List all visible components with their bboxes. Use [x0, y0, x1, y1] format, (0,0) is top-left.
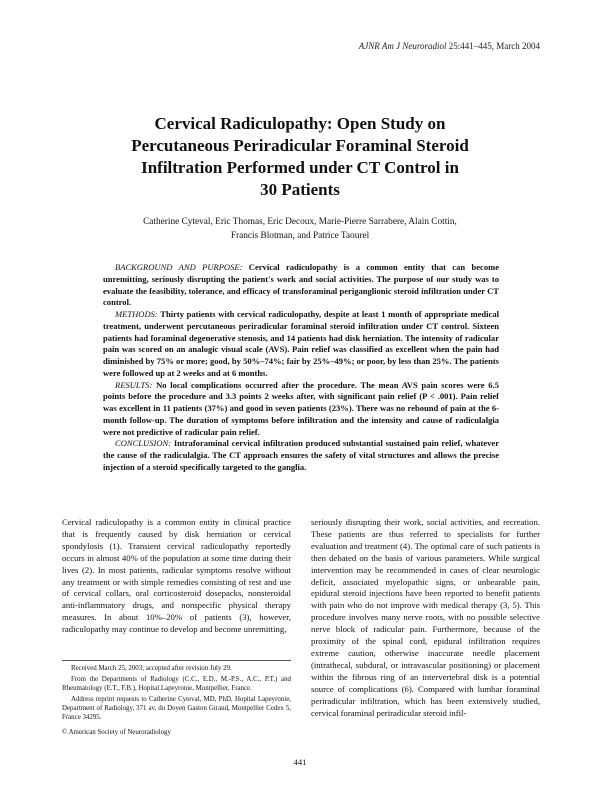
footnotes: [62, 664, 291, 739]
background-label: BACKGROUND AND PURPOSE:: [115, 262, 243, 272]
copyright-note: © American Society of Neuroradiology: [62, 729, 171, 736]
body-paragraph: Cervical radiculopathy is a common entity in clinical practice that is frequently caused by disk herniation or cervical spondylosis (1). Transient cervical radiculopathy reportedly occurs in almost 40% of the population at some time during their lives (2). In most patients, radicular symptoms resolve without any treatment or with simple remedies consisting of rest and use of cervical collars, oral corticosteroid dosepacks, nonsteroidal anti-inflammatory drugs, and nonspecific physical therapy measures. In about 10%–20% of patients (3), however, radiculopathy may continue to develop and become unremitting,: [62, 517, 291, 635]
title-line: Percutaneous Periradicular Foraminal Steroid: [131, 136, 469, 155]
authors-line: Francis Blotman, and Patrice Taourel: [230, 231, 370, 241]
page-number: 441: [293, 757, 307, 767]
journal-citation: 25:441–445, March 2004: [446, 41, 540, 51]
abstract-results: [103, 380, 499, 439]
footnote-divider: [62, 660, 291, 661]
conclusion-label: CONCLUSION:: [115, 438, 172, 449]
abstract-conclusion: [103, 438, 499, 473]
title-line: 30 Patients: [260, 180, 340, 199]
running-head: [359, 41, 540, 51]
journal-name: AJNR Am J Neuroradiol: [358, 41, 447, 51]
affiliation-note: From the Departments of Radiology (C.C., E.D., M.-P.S., A.C., P.T.) and Rheumatology (E.T., F.B.), Hopital Lapeyronie, Montpellier, France.: [62, 676, 291, 692]
received-note: Received March 25, 2003; accepted after revision July 29.: [71, 665, 232, 672]
author-list: [60, 215, 540, 243]
body-column-right: [311, 517, 540, 719]
authors-line: Catherine Cyteval, Eric Thomas, Eric Decoux, Marie-Pierre Sarrabere, Alain Cottin,: [143, 217, 457, 227]
abstract: [103, 262, 499, 474]
results-label: RESULTS:: [115, 379, 153, 390]
methods-label: METHODS:: [115, 309, 158, 319]
body-paragraph: seriously disrupting their work, social activities, and recreation. These patients are thus referred to specialists for further evaluation and treatment (4). The optimal care of such patients is then debated on the basis of various parameters. While surgical intervention may be recommended in cases of clear neurologic deficit, associated myelopathic signs, or unbearable pain, epidural steroid injections have been reported to benefit patients with pain who do not improve with medical therapy (3, 5). This procedure involves many nerve roots, with no possible selective nerve block of radicular pain. Furthermore, because of the proximity of the spinal cord, epidural infiltration requires extreme caution, otherwise inaccurate needle placement (intrathecal, subdural, or intravascular positioning) or placement within the fibrous ring of an intervertebral disk is a potential source of complications (6). Compared with lumbar foraminal periradicular infiltration, which has been extensively studied, cervical foraminal periradicular steroid infil-: [311, 517, 540, 718]
methods-text: Thirty patients with cervical radiculopathy, despite at least 1 month of appropriate medical treatment, underwent percutaneous periradicular foraminal steroid infiltration under CT control. Sixteen patients had foraminal degenerative stenosis, and 14 patients had disk herniation. The intensity of radicular pain was scored on an analogic visual scale (AVS). Pain relief was classified as excellent when the pain had diminished by 75% or more; good, by 50%–74%; fair by 25%–49%; or poor, by less than 25%. The patients were followed up at 2 weeks and at 6 months.: [103, 309, 499, 378]
abstract-background: [103, 262, 499, 309]
article-title: [60, 113, 540, 201]
body-column-left: [62, 517, 291, 636]
title-line: Infiltration Performed under CT Control in: [141, 158, 459, 177]
results-text: No local complications occurred after the procedure. The mean AVS pain scores were 6.5 points before the procedure and 3.3 points 2 weeks after, with significant pain relief (P < .001). Pain relief was excellent in 11 patients (37%) and good in seven patients (23%). There was no rebound of pain at the 6-month follow-up. The duration of symptoms before infiltration and the intensity and cause of radiculalgia were not predictive of radicular pain relief.: [103, 379, 499, 437]
title-line: Cervical Radiculopathy: Open Study on: [154, 114, 446, 133]
abstract-methods: [103, 309, 499, 380]
conclusion-text: Intraforaminal cervical infiltration produced substantial sustained pain relief, whatever the cause of the radiculalgia. The CT approach ensures the safety of vital structures and allows the precise injection of a steroid specifically targeted to the ganglia.: [103, 438, 499, 472]
background-text: Cervical radiculopathy is a common entity that can become unremitting, seriously disrupting the patient's work and social activities. The purpose of our study was to evaluate the feasibility, tolerance, and efficacy of transforaminal periganglionic steroid infiltration under CT control.: [103, 262, 500, 308]
reprints-note: Address reprint requests to Catherine Cyteval, MD, PhD, Hopital Lapeyronie, Department of Radiology, 371 av. du Doyen Gaston Giraud, Montpellier Cedex 5, France 34295.: [62, 696, 291, 721]
